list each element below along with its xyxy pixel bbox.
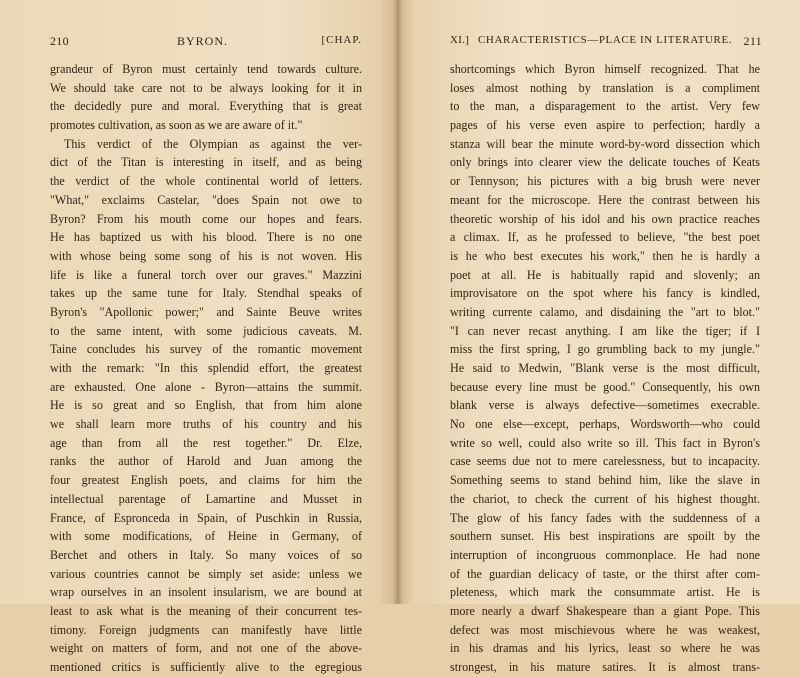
text-line: or Tennyson; his pictures with a big brush were never bbox=[450, 174, 760, 189]
text-line: grandeur of Byron must certainly tend towards culture. bbox=[50, 62, 362, 76]
text-line: of the guardian delicacy of taste, or the thirst after com- bbox=[450, 566, 760, 581]
text-line: because every line must be good." Consequently, his own bbox=[450, 379, 760, 394]
text-line: ranks the author of Harold and Juan among the bbox=[50, 454, 362, 469]
text-line: to the same intent, with some judicious caveats. M. bbox=[50, 323, 362, 338]
text-line: miss the first spring, I go grumbling back to my jungle." bbox=[450, 342, 760, 357]
text-line: blank verse is always defective—sometimes execrable. bbox=[450, 398, 760, 413]
text-line: various countries cannot be simply set aside: unless we bbox=[50, 566, 362, 581]
text-line: southern sunset. His best inspirations are spoilt by the bbox=[450, 529, 760, 544]
text-line: intellectual parentage of Lamartine and Musset in bbox=[50, 491, 362, 506]
text-line: age than from all the rest together." Dr. Elze, bbox=[50, 435, 362, 450]
text-line: pages of his verse even aspire to perfection; hardly a bbox=[450, 118, 760, 133]
text-line: only brings into clearer view the delicate touches of Keats bbox=[450, 155, 760, 170]
text-line: to the man, a disparagement to the artist. Very few bbox=[450, 99, 760, 114]
left-running-header bbox=[50, 34, 362, 50]
text-line: least to ask what is the meaning of their concurrent tes- bbox=[50, 603, 362, 618]
text-line: We should take care not to be always looking for it in bbox=[50, 80, 362, 95]
text-line: dict of the Titan is interesting in itself, and as being bbox=[50, 155, 362, 170]
text-line: weight on matters of form, and not one of the above- bbox=[50, 641, 362, 656]
text-line: Berchet and others in Italy. So many voices of so bbox=[50, 547, 362, 562]
text-line: promotes cultivation, as soon as we are aware of it." bbox=[50, 118, 303, 133]
right-running-header bbox=[450, 34, 762, 50]
text-line: a climax. If, as he professed to believe, "the best poet bbox=[450, 230, 760, 245]
text-line: we shall learn more truths of his country and his bbox=[50, 417, 362, 432]
right-page-number: 211 bbox=[743, 34, 762, 48]
left-page-number: 210 bbox=[50, 34, 69, 48]
left-page bbox=[0, 0, 398, 674]
text-line: strongest, in his mature satires. It is almost trans- bbox=[450, 660, 760, 674]
text-line: Taine concludes his survey of the romantic movement bbox=[50, 342, 362, 357]
text-line: meant for the microscope. Here the contrast between his bbox=[450, 192, 760, 207]
text-line: theoretic worship of his idol and his own practice reaches bbox=[450, 211, 760, 226]
text-line: takes up the same tune for Italy. Stendhal speaks of bbox=[50, 286, 362, 301]
text-line: wrap ourselves in an insolent insularism, we are bound at bbox=[50, 585, 362, 600]
text-line: "I can never recast anything. I am like the tiger; if I bbox=[450, 323, 760, 338]
left-page-text bbox=[50, 60, 362, 677]
text-line: write so well, could also write so ill. This fact in Byron's bbox=[450, 435, 760, 450]
text-line: case seems due not to mere carelessness, but to incapacity. bbox=[450, 454, 760, 469]
text-line: the decidedly pure and moral. Everything that is great bbox=[50, 99, 362, 114]
left-running-title: BYRON. bbox=[177, 34, 229, 48]
text-line: defect was most mischievous where he was weakest, bbox=[450, 622, 760, 637]
text-line: improvisatore on the spot where his fancy is kindled, bbox=[450, 286, 760, 301]
text-line: interruption of incongruous commonplace. He had none bbox=[450, 547, 760, 562]
right-page-text bbox=[450, 60, 760, 677]
text-line: four greatest English poets, and claims for him the bbox=[50, 473, 362, 488]
text-line: with the remark: "In this splendid effort, the greatest bbox=[50, 361, 362, 375]
text-line: life is like a funeral torch over our graves." Mazzini bbox=[50, 267, 362, 282]
text-line: He is so great and so English, that from him alone bbox=[50, 398, 362, 413]
text-line: shortcomings which Byron himself recognized. That he bbox=[450, 62, 760, 76]
text-line: Byron's "Apollonic power;" and Sainte Beuve writes bbox=[50, 304, 362, 319]
text-line: is he who best executes his work," then he is hardly a bbox=[450, 248, 760, 263]
text-line: are exhausted. One alone - Byron—attains the summit. bbox=[50, 379, 362, 394]
text-line: pleteness, which mark the consummate artist. He is bbox=[450, 585, 760, 600]
text-line: the verdict of the whole continental world of letters. bbox=[50, 174, 362, 189]
text-line: loses almost nothing by translation is a compliment bbox=[450, 80, 760, 95]
text-line: the chariot, to check the current of his highest thought. bbox=[450, 491, 760, 506]
text-line: with some modifications, of Heine in Germany, of bbox=[50, 529, 362, 544]
text-line: mentioned critics is sufficiently alive to the egregious bbox=[50, 660, 362, 674]
text-line: He has baptized us with his blood. There is no one bbox=[50, 230, 362, 245]
text-line: This verdict of the Olympian as against the ver- bbox=[64, 136, 362, 151]
left-chapter-mark: [CHAP. bbox=[321, 34, 362, 46]
text-line: No one else—except, perhaps, Wordsworth—who could bbox=[450, 417, 760, 432]
text-line: Something seems to stand behind him, like the slave in bbox=[450, 473, 760, 488]
text-line: France, of Espronceda in Spain, of Puschkin in Russia, bbox=[50, 510, 362, 525]
right-chapter-mark: XI.] bbox=[450, 34, 470, 46]
text-line: with whose being some song of his is not woven. His bbox=[50, 248, 362, 263]
text-line: more nearly a dwarf Shakespeare than a giant Pope. This bbox=[450, 603, 760, 618]
text-line: in his dramas and his lyrics, least so where he was bbox=[450, 641, 760, 656]
book-gutter bbox=[393, 0, 403, 604]
text-line: writing currente calamo, and disdaining the "art to blot." bbox=[450, 304, 760, 319]
text-line: timony. Foreign judgments can manifestly have little bbox=[50, 622, 362, 637]
right-running-title: CHARACTERISTICS—PLACE IN LITERATURE. bbox=[478, 34, 733, 46]
text-line: The glow of his fancy fades with the suddenness of a bbox=[450, 510, 760, 525]
text-line: He said to Medwin, "Blank verse is the most difficult, bbox=[450, 361, 760, 375]
text-line: poet at all. He is habitually rapid and slovenly; an bbox=[450, 267, 760, 282]
text-line: Byron? From his mouth come our hopes and fears. bbox=[50, 211, 362, 226]
text-line: "What," exclaims Castelar, "does Spain not owe to bbox=[50, 192, 362, 207]
right-page bbox=[398, 0, 800, 674]
text-line: stanza will bear the minute word-by-word dissection which bbox=[450, 136, 760, 151]
